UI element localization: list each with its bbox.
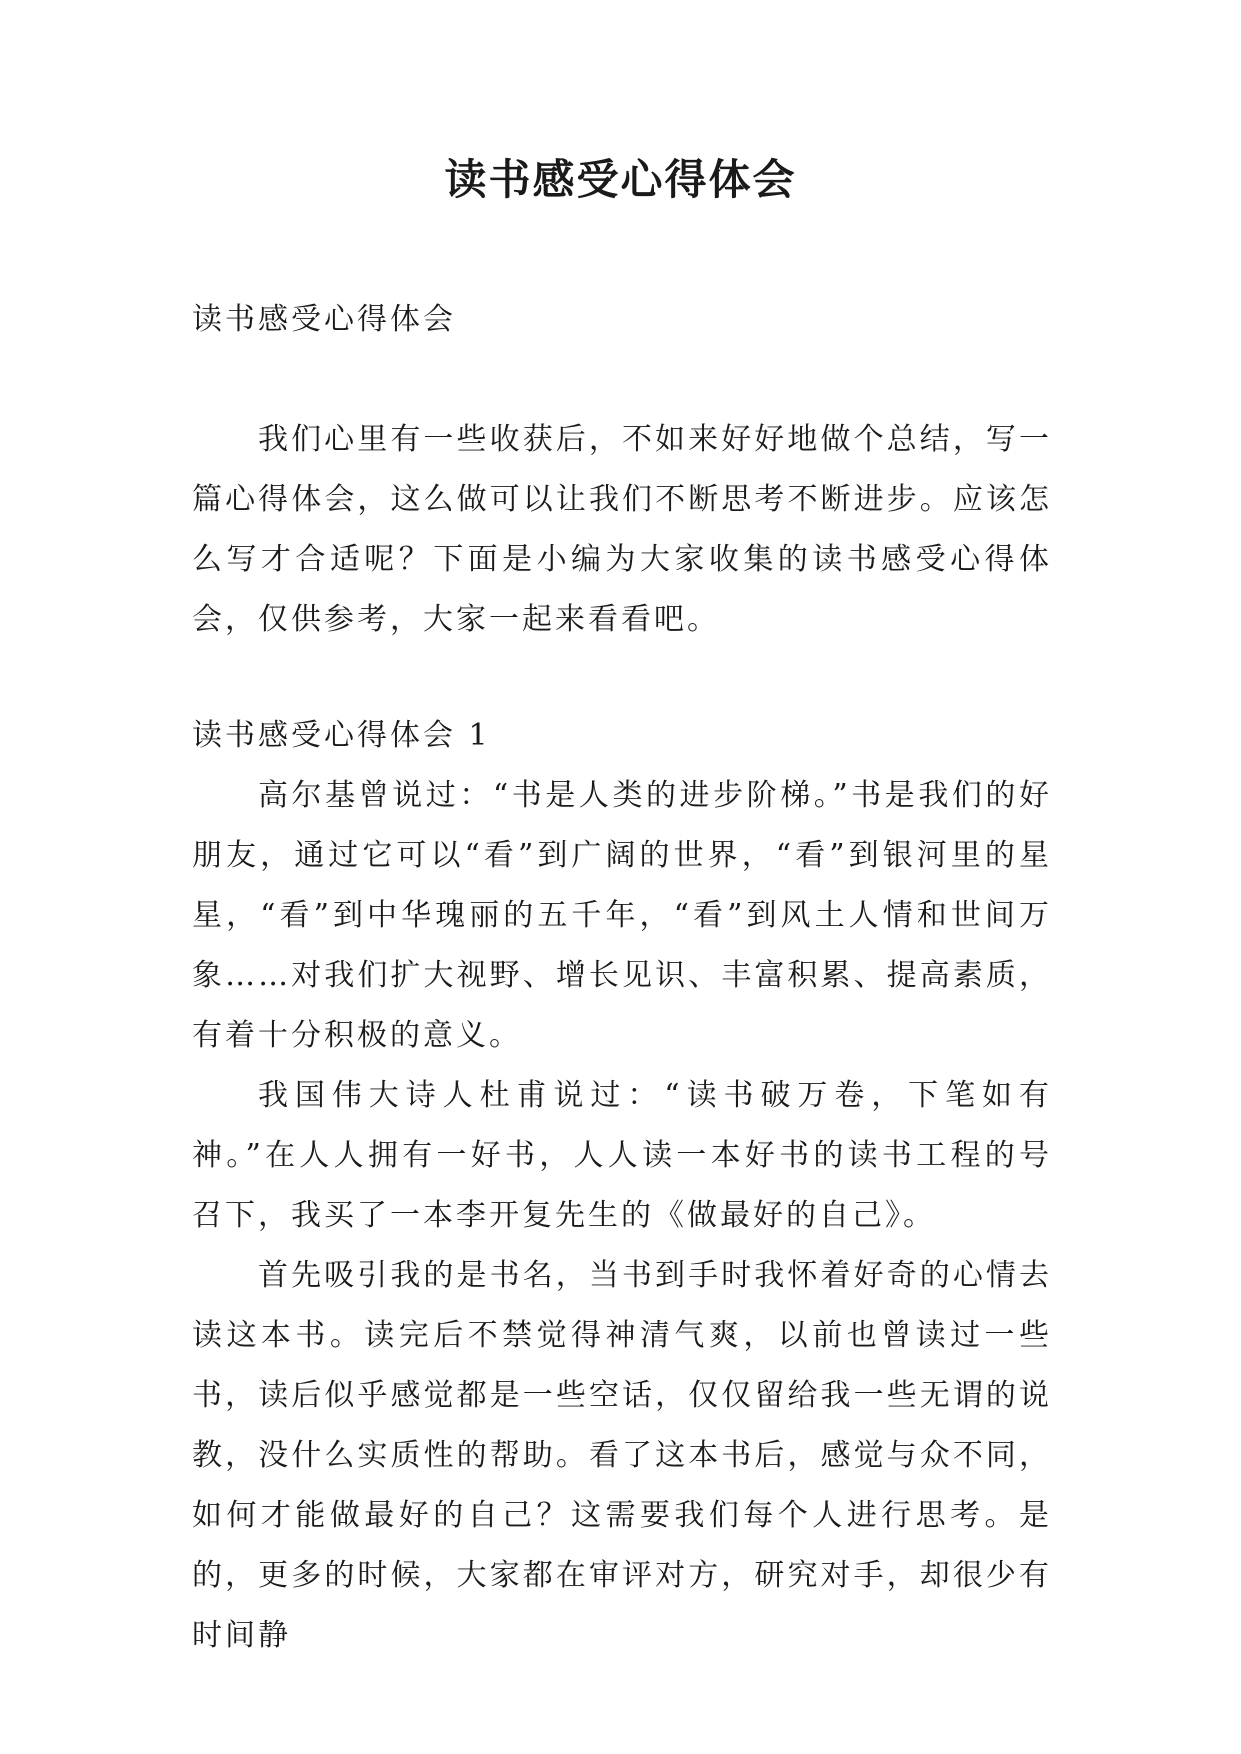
intro-paragraph: 我们心里有一些收获后，不如来好好地做个总结，写一篇心得体会，这么做可以让我们不断思考不断进步。应该怎么写才合适呢？下面是小编为大家收集的读书感受心得体会，仅供参考，大家一起来看看吧。 — [192, 422, 1052, 637]
document-body — [192, 290, 1052, 1666]
section-heading: 读书感受心得体会 1 — [192, 718, 491, 753]
body-paragraph-1: 高尔基曾说过：“书是人类的进步阶梯。”书是我们的好朋友，通过它可以“看”到广阔的世界，“看”到银河里的星星，“看”到中华瑰丽的五千年，“看”到风土人情和世间万象……对我们扩大视野、增长见识、丰富积累、提高素质，有着十分积极的意义。 — [192, 778, 1052, 1053]
document-subtitle: 读书感受心得体会 — [192, 302, 456, 337]
body-paragraph-3: 首先吸引我的是书名，当书到手时我怀着好奇的心情去读这本书。读完后不禁觉得神清气爽，以前也曾读过一些书，读后似乎感觉都是一些空话，仅仅留给我一些无谓的说教，没什么实质性的帮助。看了这本书后，感觉与众不同，如何才能做最好的自己？这需要我们每个人进行思考。是的，更多的时候，大家都在审评对方，研究对手，却很少有时间静 — [192, 1258, 1052, 1653]
body-paragraph-2: 我国伟大诗人杜甫说过：“读书破万卷，下笔如有神。”在人人拥有一好书，人人读一本好书的读书工程的号召下，我买了一本李开复先生的《做最好的自己》。 — [192, 1078, 1052, 1233]
document-title: 读书感受心得体会 — [444, 155, 797, 204]
